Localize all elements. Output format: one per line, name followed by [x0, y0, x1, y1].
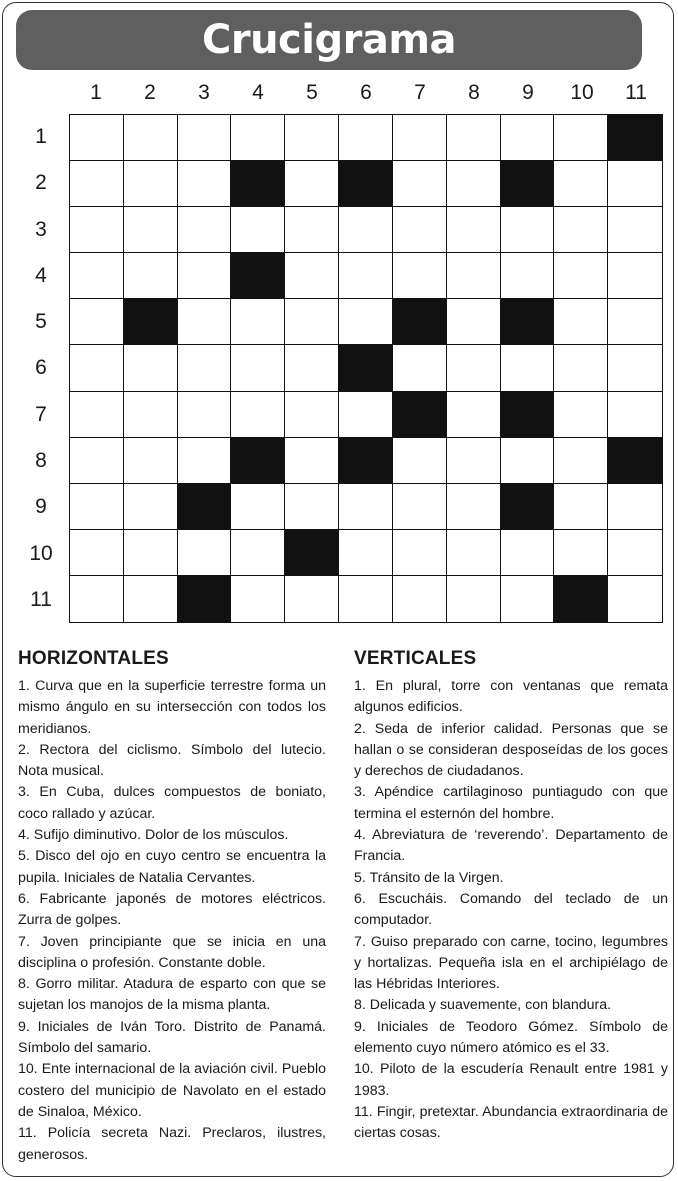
- white-cell[interactable]: [70, 345, 124, 391]
- black-cell: [393, 299, 447, 345]
- black-cell: [501, 484, 555, 530]
- white-cell[interactable]: [339, 299, 393, 345]
- white-cell[interactable]: [285, 345, 339, 391]
- black-cell: [501, 161, 555, 207]
- white-cell[interactable]: [70, 576, 124, 622]
- black-cell: [501, 299, 555, 345]
- white-cell[interactable]: [554, 392, 608, 438]
- white-cell[interactable]: [124, 207, 178, 253]
- white-cell[interactable]: [447, 253, 501, 299]
- black-cell: [501, 392, 555, 438]
- white-cell[interactable]: [124, 115, 178, 161]
- white-cell[interactable]: [70, 392, 124, 438]
- white-cell[interactable]: [124, 484, 178, 530]
- row-number: 7: [35, 402, 47, 426]
- white-cell[interactable]: [285, 484, 339, 530]
- page-title: Crucigrama: [201, 17, 456, 63]
- white-cell[interactable]: [447, 438, 501, 484]
- column-number: 3: [198, 81, 210, 104]
- white-cell[interactable]: [339, 253, 393, 299]
- row-number: 1: [35, 125, 47, 148]
- white-cell[interactable]: [554, 115, 608, 161]
- black-cell: [124, 299, 178, 345]
- column-number: 10: [570, 81, 594, 104]
- verticales-clue: 1. En plural, torre con ventanas que remata algunos edificios.: [354, 678, 668, 716]
- black-cell: [231, 438, 285, 484]
- white-cell[interactable]: [124, 253, 178, 299]
- black-cell: [339, 438, 393, 484]
- white-cell[interactable]: [447, 115, 501, 161]
- white-cell[interactable]: [285, 392, 339, 438]
- white-cell[interactable]: [70, 484, 124, 530]
- verticales-heading: VERTICALES: [354, 648, 477, 669]
- row-number: 3: [35, 217, 47, 241]
- white-cell[interactable]: [124, 392, 178, 438]
- horizontales-clue: 7. Joven principiante que se inicia en una disciplina o profesión. Constante doble.: [18, 933, 326, 971]
- white-cell[interactable]: [393, 345, 447, 391]
- white-cell[interactable]: [608, 530, 662, 576]
- black-cell: [231, 253, 285, 299]
- verticales-clue: 3. Apéndice cartilaginoso puntiagudo con que termina el esternón del hombre.: [354, 784, 668, 822]
- white-cell[interactable]: [608, 392, 662, 438]
- white-cell[interactable]: [70, 530, 124, 576]
- black-cell: [393, 392, 447, 438]
- white-cell[interactable]: [70, 438, 124, 484]
- white-cell[interactable]: [70, 161, 124, 207]
- white-cell[interactable]: [70, 299, 124, 345]
- black-cell: [339, 345, 393, 391]
- verticales-clue: 9. Iniciales de Teodoro Gómez. Símbolo de elemento cuyo número atómico es el 33.: [354, 1018, 668, 1057]
- black-cell: [178, 576, 232, 622]
- white-cell[interactable]: [608, 207, 662, 253]
- column-number: 8: [468, 81, 480, 104]
- white-cell[interactable]: [393, 530, 447, 576]
- white-cell[interactable]: [393, 576, 447, 622]
- column-number: 2: [144, 81, 156, 104]
- white-cell[interactable]: [501, 576, 555, 622]
- white-cell[interactable]: [285, 207, 339, 253]
- white-cell[interactable]: [339, 576, 393, 622]
- column-number: 11: [625, 81, 647, 104]
- black-cell: [178, 484, 232, 530]
- white-cell[interactable]: [554, 530, 608, 576]
- white-cell[interactable]: [124, 530, 178, 576]
- verticales-clue: 6. Escucháis. Comando del teclado de un computador.: [354, 890, 668, 929]
- white-cell[interactable]: [124, 438, 178, 484]
- white-cell[interactable]: [447, 299, 501, 345]
- white-cell[interactable]: [339, 392, 393, 438]
- row-numbers: [14, 114, 68, 623]
- white-cell[interactable]: [554, 299, 608, 345]
- white-cell[interactable]: [178, 207, 232, 253]
- crossword-grid: [69, 114, 663, 623]
- white-cell[interactable]: [501, 207, 555, 253]
- row-number: 5: [35, 310, 47, 334]
- white-cell[interactable]: [447, 530, 501, 576]
- black-cell: [339, 161, 393, 207]
- white-cell[interactable]: [608, 345, 662, 391]
- white-cell[interactable]: [285, 576, 339, 622]
- white-cell[interactable]: [285, 115, 339, 161]
- white-cell[interactable]: [285, 438, 339, 484]
- white-cell[interactable]: [339, 530, 393, 576]
- horizontales-clue: 1. Curva que en la superficie terrestre forma un mismo ángulo en su intersección con todos los meridianos.: [18, 678, 326, 737]
- verticales-clue: 4. Abreviatura de ‘reverendo’. Departamento de Francia.: [354, 827, 668, 865]
- white-cell[interactable]: [124, 576, 178, 622]
- horizontales-clue: 3. En Cuba, dulces compuestos de boniato, coco rallado y azúcar.: [18, 784, 326, 822]
- white-cell[interactable]: [231, 484, 285, 530]
- verticales-clue: 2. Seda de inferior calidad. Personas que se hallan o se consideran desposeídas de los goces y derechos de ciudadanos.: [354, 720, 668, 780]
- horizontales-clue: 9. Iniciales de Iván Toro. Distrito de Panamá. Símbolo del samario.: [18, 1018, 326, 1057]
- white-cell[interactable]: [339, 207, 393, 253]
- white-cell[interactable]: [554, 253, 608, 299]
- white-cell[interactable]: [178, 253, 232, 299]
- verticales-clue: 7. Guiso preparado con carne, tocino, legumbres y hortalizas. Pequeña isla en el archipiélago de las Hébridas Interiores.: [354, 933, 668, 993]
- white-cell[interactable]: [501, 345, 555, 391]
- verticales-clue: 5. Tránsito de la Virgen.: [354, 869, 504, 886]
- white-cell[interactable]: [339, 484, 393, 530]
- white-cell[interactable]: [608, 484, 662, 530]
- white-cell[interactable]: [231, 207, 285, 253]
- white-cell[interactable]: [447, 392, 501, 438]
- title-banner: [16, 10, 642, 70]
- white-cell[interactable]: [393, 161, 447, 207]
- black-cell: [608, 115, 662, 161]
- black-cell: [608, 438, 662, 484]
- white-cell[interactable]: [608, 576, 662, 622]
- row-number: 2: [35, 171, 47, 195]
- white-cell[interactable]: [231, 576, 285, 622]
- white-cell[interactable]: [70, 207, 124, 253]
- white-cell[interactable]: [178, 299, 232, 345]
- white-cell[interactable]: [339, 115, 393, 161]
- white-cell[interactable]: [447, 484, 501, 530]
- white-cell[interactable]: [178, 115, 232, 161]
- horizontales-heading: HORIZONTALES: [18, 648, 169, 669]
- black-cell: [285, 530, 339, 576]
- column-numbers: [69, 76, 663, 110]
- row-number: 11: [30, 587, 52, 611]
- white-cell[interactable]: [501, 438, 555, 484]
- column-number: 4: [252, 81, 264, 104]
- white-cell[interactable]: [608, 253, 662, 299]
- column-number: 9: [522, 81, 534, 104]
- row-number: 4: [35, 263, 47, 287]
- white-cell[interactable]: [447, 207, 501, 253]
- white-cell[interactable]: [124, 345, 178, 391]
- verticales-clue: 10. Piloto de la escudería Renault entre 1981 y 1983.: [354, 1061, 668, 1099]
- white-cell[interactable]: [231, 299, 285, 345]
- white-cell[interactable]: [554, 161, 608, 207]
- white-cell[interactable]: [393, 484, 447, 530]
- row-number: 9: [35, 495, 47, 519]
- white-cell[interactable]: [285, 253, 339, 299]
- horizontales-clue: 11. Policía secreta Nazi. Preclaros, ilustres, generosos.: [18, 1125, 326, 1163]
- white-cell[interactable]: [447, 576, 501, 622]
- white-cell[interactable]: [393, 207, 447, 253]
- horizontales-clue: 2. Rectora del ciclismo. Símbolo del lutecio. Nota musical.: [18, 741, 326, 780]
- white-cell[interactable]: [178, 392, 232, 438]
- black-cell: [554, 576, 608, 622]
- white-cell[interactable]: [554, 345, 608, 391]
- white-cell[interactable]: [447, 345, 501, 391]
- white-cell[interactable]: [554, 207, 608, 253]
- column-number: 5: [306, 81, 318, 104]
- white-cell[interactable]: [285, 161, 339, 207]
- horizontales-clue: 5. Disco del ojo en cuyo centro se encuentra la pupila. Iniciales de Natalia Cervantes.: [18, 848, 326, 886]
- white-cell[interactable]: [70, 253, 124, 299]
- verticales-clue: 8. Delicada y suavemente, con blandura.: [354, 997, 612, 1014]
- white-cell[interactable]: [393, 253, 447, 299]
- column-number: 1: [90, 81, 102, 104]
- white-cell[interactable]: [393, 115, 447, 161]
- white-cell[interactable]: [501, 253, 555, 299]
- white-cell[interactable]: [608, 299, 662, 345]
- white-cell[interactable]: [70, 115, 124, 161]
- row-number: 10: [29, 541, 53, 565]
- horizontales-clue: 10. Ente internacional de la aviación civil. Pueblo costero del municipio de Navolato en el estado de Sinaloa, México.: [18, 1061, 326, 1120]
- white-cell[interactable]: [178, 438, 232, 484]
- white-cell[interactable]: [124, 161, 178, 207]
- column-number: 7: [414, 81, 426, 104]
- white-cell[interactable]: [285, 299, 339, 345]
- white-cell[interactable]: [501, 530, 555, 576]
- white-cell[interactable]: [231, 392, 285, 438]
- verticales-clue: 11. Fingir, pretextar. Abundancia extraordinaria de ciertas cosas.: [354, 1103, 668, 1142]
- verticales-section: [354, 648, 668, 1145]
- column-number: 6: [360, 81, 372, 104]
- white-cell[interactable]: [178, 161, 232, 207]
- horizontales-clue: 8. Gorro militar. Atadura de esparto con que se sujetan los manojos de la misma planta.: [18, 976, 326, 1014]
- white-cell[interactable]: [608, 161, 662, 207]
- white-cell[interactable]: [554, 438, 608, 484]
- black-cell: [231, 161, 285, 207]
- white-cell[interactable]: [231, 530, 285, 576]
- white-cell[interactable]: [447, 161, 501, 207]
- white-cell[interactable]: [231, 115, 285, 161]
- white-cell[interactable]: [501, 115, 555, 161]
- horizontales-clue-list: [18, 676, 326, 1166]
- horizontales-clue: 6. Fabricante japonés de motores eléctricos. Zurra de golpes.: [18, 890, 326, 929]
- verticales-clue-list: [354, 676, 668, 1145]
- white-cell[interactable]: [178, 345, 232, 391]
- white-cell[interactable]: [231, 345, 285, 391]
- horizontales-section: [18, 648, 326, 1166]
- row-number: 8: [35, 449, 47, 473]
- row-number: 6: [35, 356, 47, 380]
- white-cell[interactable]: [554, 484, 608, 530]
- white-cell[interactable]: [393, 438, 447, 484]
- horizontales-clue: 4. Sufijo diminutivo. Dolor de los músculos.: [18, 827, 289, 844]
- white-cell[interactable]: [178, 530, 232, 576]
